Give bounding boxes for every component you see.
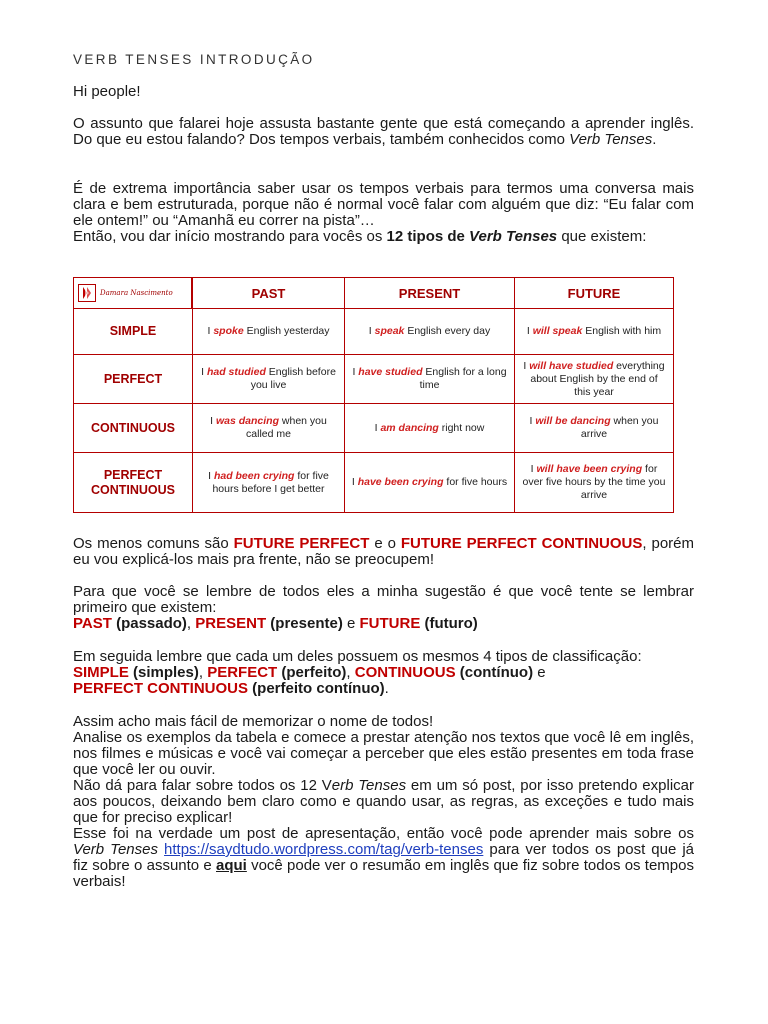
verb-tenses-tag-link[interactable]: https://saydtudo.wordpress.com/tag/verb-tenses xyxy=(164,841,484,858)
closing-paragraph: Assim acho mais fácil de memorizar o nome de todos! Analise os exemplos da tabela e comece a prestar atenção nos textos que você lê em inglês, nos filmes e músicas e você vai começar a perceber que eles estão presentes em toda frase que você ler ou ouvir. Não dá para falar sobre todos os 12 Verb Tenses em um só post, por isso pretendo explicar aos poucos, deixando bem claro como e quando usar, as regras, as exceções e tudo mais que for preciso explicar! Esse foi na verdade um post de apresentação, então você pode aprender mais sobre os Verb Tenses https://saydtudo.wordpress.com/tag/verb-tenses para ver todos os post que já fiz sobre o assunto e aqui você pode ver o resumão em inglês que fiz sobre todos os tempos verbais! xyxy=(73,713,695,890)
header-present: PRESENT xyxy=(344,277,515,309)
verb-tenses-table xyxy=(73,277,674,513)
cell-future-simple: I will speak English with him xyxy=(514,308,674,355)
cell-past-perfect-continuous: I had been crying for five hours before I get better xyxy=(192,452,345,513)
cell-future-perfect: I will have studied everything about English by the end of this year xyxy=(514,354,674,404)
cell-present-perfect-continuous: I have been crying for five hours xyxy=(344,452,515,513)
cell-past-simple: I spoke English yesterday xyxy=(192,308,345,355)
greeting: Hi people! xyxy=(73,83,141,100)
row-label-perfect: PERFECT xyxy=(73,354,193,404)
row-label-continuous: CONTINUOUS xyxy=(73,403,193,453)
suggestion-paragraph: Para que você se lembre de todos eles a minha sugestão é que você tente se lembrar primeiro que existem: PAST (passado), PRESENT (presente) e FUTURE (futuro) xyxy=(73,583,694,632)
logo-icon xyxy=(78,284,96,302)
cell-past-continuous: I was dancing when you called me xyxy=(192,403,345,453)
cell-present-continuous: I am dancing right now xyxy=(344,403,515,453)
row-label-perfect-continuous: PERFECT CONTINUOUS xyxy=(73,452,193,513)
cell-future-perfect-continuous: I will have been crying for over five hours by the time you arrive xyxy=(514,452,674,513)
importance-paragraph: É de extrema importância saber usar os tempos verbais para termos uma conversa mais clara e bem estruturada, porque não é normal você falar com alguém que diz: “Eu falar com ele ontem!” ou “Amanhã eu correr na pista”… Então, vou dar início mostrando para vocês os 12 tipos de Verb Tenses que existem: xyxy=(73,180,694,245)
cell-present-simple: I speak English every day xyxy=(344,308,515,355)
less-common-paragraph: Os menos comuns são FUTURE PERFECT e o FUTURE PERFECT CONTINUOUS, porém eu vou explicá-los mais pra frente, não se preocupem! xyxy=(73,535,695,568)
page-title: VERB TENSES INTRODUÇÃO xyxy=(73,52,315,67)
cell-future-continuous: I will be dancing when you arrive xyxy=(514,403,674,453)
cell-present-perfect: I have studied English for a long time xyxy=(344,354,515,404)
aqui-link[interactable]: aqui xyxy=(216,857,247,874)
cell-past-perfect: I had studied English before you live xyxy=(192,354,345,404)
header-past: PAST xyxy=(192,277,345,309)
header-future: FUTURE xyxy=(514,277,674,309)
classification-paragraph: Em seguida lembre que cada um deles possuem os mesmos 4 tipos de classificação: SIMPLE (simples), PERFECT (perfeito), CONTINUOUS (contínuo) e PERFECT CONTINUOUS (perfeito contínuo). xyxy=(73,648,642,697)
row-label-simple: SIMPLE xyxy=(73,308,193,355)
intro-paragraph: O assunto que falarei hoje assusta bastante gente que está começando a aprender inglês. Do que eu estou falando? Dos tempos verbais, também conhecidos como Verb Tenses. xyxy=(73,115,694,148)
table-logo xyxy=(73,277,192,309)
logo-text: Damara Nascimento xyxy=(100,288,173,297)
